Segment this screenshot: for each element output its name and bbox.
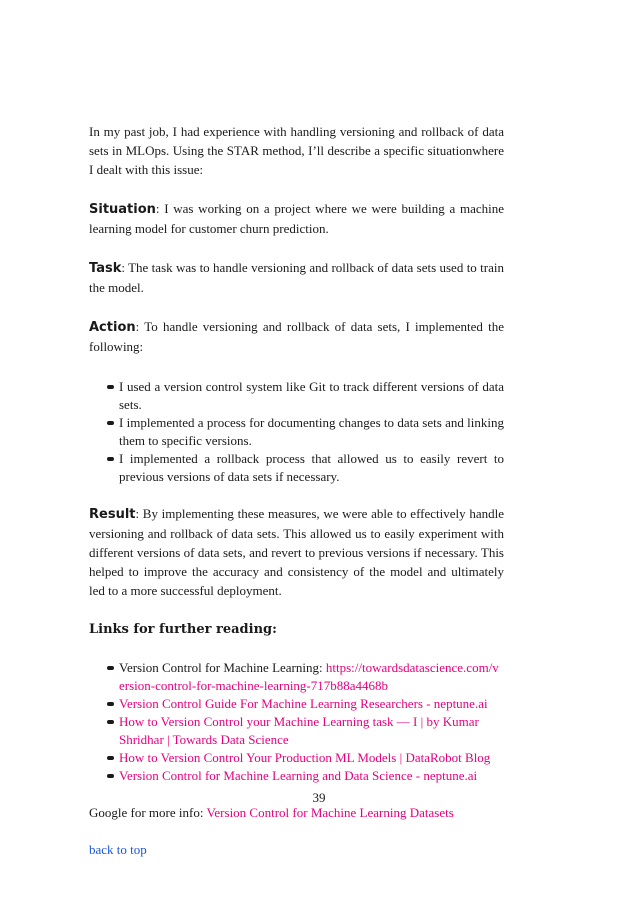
action-text: : To handle versioning and rollback of data sets, I implemented the following: — [89, 319, 504, 354]
bullet-icon — [107, 774, 114, 778]
neptune-guide-link[interactable]: Version Control Guide For Machine Learning Researchers - neptune.ai — [119, 696, 488, 711]
intro-paragraph: In my past job, I had experience with handling versioning and rollback of data sets in MLOps. Using the STAR method, I’ll describe a specific situationwhere I dealt with this issue: — [89, 124, 504, 177]
link-prefix: Version Control for Machine Learning: — [119, 660, 326, 675]
links-heading: Links for further reading: — [89, 622, 277, 637]
bullet-icon — [107, 720, 114, 724]
google-prefix: Google for more info: — [89, 805, 207, 820]
list-item: I used a version control system like Git to track different versions of data sets. — [107, 378, 504, 414]
kumar-shridhar-link[interactable]: How to Version Control your Machine Learning task — I | by Kumar Shridhar | Towards Data Science — [119, 714, 479, 747]
result-label: Result — [89, 507, 136, 522]
links-list — [89, 659, 504, 785]
neptune-ds-link[interactable]: Version Control for Machine Learning and Data Science - neptune.ai — [119, 768, 478, 783]
datarobot-link[interactable]: How to Version Control Your Production ML Models | DataRobot Blog — [119, 750, 491, 765]
google-datasets-link[interactable]: Version Control for Machine Learning Datasets — [206, 805, 454, 820]
result-text: : By implementing these measures, we were able to effectively handle versioning and rollback of data sets. This allowed us to easily experiment with different versions of data sets, and revert to previous versions if necessary. This helped to improve the accuracy and consistency of the model and ultimately led to a more successful deployment. — [89, 506, 504, 598]
situation-paragraph — [89, 199, 504, 238]
action-paragraph — [89, 317, 504, 356]
back-to-top-paragraph — [89, 840, 504, 859]
bullet-icon — [107, 385, 114, 389]
link-list-item — [107, 767, 504, 785]
bullet-icon — [107, 702, 114, 706]
situation-label: Situation — [89, 202, 156, 217]
page-number: 39 — [312, 790, 326, 805]
page-content — [89, 122, 504, 859]
link-list-item — [107, 695, 504, 713]
task-paragraph — [89, 258, 504, 297]
bullet-icon — [107, 756, 114, 760]
situation-text: : I was working on a project where we were building a machine learning model for customer churn prediction. — [89, 201, 504, 236]
action-label: Action — [89, 320, 136, 335]
towardsdatascience-link[interactable]: https://towardsdatascience.com/version-control-for-machine-learning-717b88a4468b — [119, 660, 499, 693]
list-item: I implemented a rollback process that allowed us to easily revert to previous versions of data sets if necessary. — [107, 450, 504, 486]
result-paragraph — [89, 504, 504, 600]
back-to-top-link[interactable]: back to top — [89, 842, 147, 857]
link-list-item — [107, 659, 504, 695]
task-label: Task — [89, 261, 122, 276]
link-list-item — [107, 713, 504, 749]
bullet-icon — [107, 421, 114, 425]
bullet-icon — [107, 457, 114, 461]
bullet-icon — [107, 666, 114, 670]
task-text: : The task was to handle versioning and rollback of data sets used to train the model. — [89, 260, 504, 295]
list-item: I implemented a process for documenting changes to data sets and linking them to specific versions. — [107, 414, 504, 450]
action-bullets — [89, 378, 504, 486]
link-list-item — [107, 749, 504, 767]
